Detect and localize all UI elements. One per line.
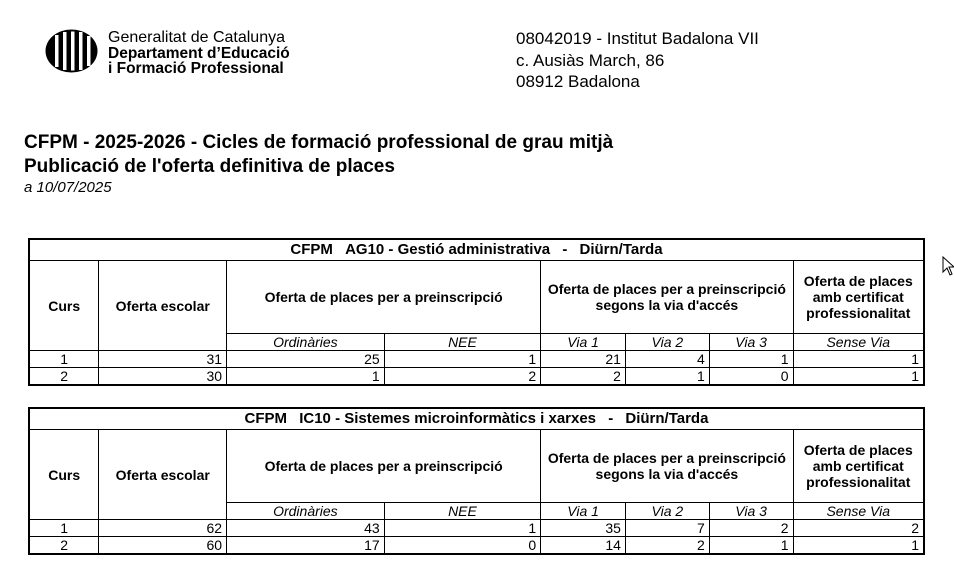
col-via-acces: Oferta de places per a preinscripció segons la via d'accés	[541, 261, 793, 334]
cell-via1: 14	[541, 537, 626, 555]
cycle-sep: -	[562, 241, 568, 258]
col-curs: Curs	[29, 261, 99, 351]
cycle-table	[28, 407, 925, 555]
cycle-schedule: Diürn/Tarda	[625, 410, 709, 427]
cell-sense-via: 1	[793, 368, 924, 386]
logo-line-1: Generalitat de Catalunya	[108, 29, 285, 46]
cycle-type: CFPM	[290, 241, 333, 258]
school-street: c. Ausiàs March, 86	[516, 50, 665, 70]
cell-via3: 0	[709, 368, 793, 386]
cell-curs: 1	[29, 351, 99, 368]
col-preinscripcio: Oferta de places per a preinscripció	[227, 430, 541, 503]
col-via1: Via 1	[541, 503, 626, 520]
cell-via1: 35	[541, 520, 626, 537]
cycle-sep: -	[608, 410, 614, 427]
cell-via1: 2	[541, 368, 626, 386]
table-row	[29, 351, 924, 368]
col-nee: NEE	[384, 334, 540, 351]
cell-via1: 21	[541, 351, 626, 368]
cell-sense-via: 1	[793, 351, 924, 368]
cell-curs: 2	[29, 537, 99, 555]
col-oferta-escolar: Oferta escolar	[99, 261, 227, 351]
cycle-table	[28, 238, 925, 386]
generalitat-emblem-icon	[44, 28, 99, 74]
cycle-name: IC10 - Sistemes microinformàtics i xarxes	[299, 410, 597, 427]
cell-curs: 2	[29, 368, 99, 386]
generalitat-logo	[44, 28, 364, 78]
school-name: 08042019 - Institut Badalona VII	[516, 29, 759, 48]
publication-date: a 10/07/2025	[24, 179, 112, 196]
cell-via2: 1	[625, 368, 709, 386]
cell-via3: 1	[709, 351, 793, 368]
cell-via2: 2	[625, 537, 709, 555]
table-row	[29, 537, 924, 555]
col-curs: Curs	[29, 430, 99, 520]
cycle-schedule: Diürn/Tarda	[579, 241, 663, 258]
title-line-2: Publicació de l'oferta definitiva de places	[24, 156, 395, 177]
cell-sense-via: 2	[793, 520, 924, 537]
cell-sense-via: 1	[793, 537, 924, 555]
col-preinscripcio: Oferta de places per a preinscripció	[227, 261, 541, 334]
cycle-type: CFPM	[244, 410, 288, 427]
logo-line-2: Departament d’Educació	[108, 44, 290, 62]
cell-via2: 4	[625, 351, 709, 368]
cell-nee: 0	[384, 537, 540, 555]
logo-line-3: i Formació Professional	[108, 60, 284, 77]
col-via2: Via 2	[625, 334, 709, 351]
table-row	[29, 368, 924, 386]
cell-oferta: 62	[99, 520, 227, 537]
col-via-acces: Oferta de places per a preinscripció segons la via d'accés	[541, 430, 793, 503]
col-nee: NEE	[384, 503, 540, 520]
col-via1: Via 1	[541, 334, 626, 351]
col-oferta-escolar: Oferta escolar	[99, 430, 227, 520]
mouse-cursor-icon	[942, 256, 954, 276]
col-ordinaries: Ordinàries	[227, 503, 385, 520]
cell-ordinaries: 1	[227, 368, 385, 386]
col-via3: Via 3	[709, 334, 793, 351]
cell-via3: 2	[709, 520, 793, 537]
cell-ordinaries: 25	[227, 351, 385, 368]
cell-via2: 7	[625, 520, 709, 537]
cell-nee: 1	[384, 351, 540, 368]
col-via2: Via 2	[625, 503, 709, 520]
cycle-caption	[29, 408, 924, 430]
school-city: 08912 Badalona	[516, 72, 640, 91]
table-row	[29, 520, 924, 537]
cycle-caption	[29, 239, 924, 261]
cell-ordinaries: 17	[227, 537, 385, 555]
cell-ordinaries: 43	[227, 520, 385, 537]
cell-oferta: 31	[99, 351, 227, 368]
col-certificat: Oferta de places amb certificat professionalitat	[793, 261, 924, 334]
col-via3: Via 3	[709, 503, 793, 520]
cell-oferta: 60	[99, 537, 227, 555]
col-certificat: Oferta de places amb certificat professionalitat	[793, 430, 924, 503]
cell-curs: 1	[29, 520, 99, 537]
col-sense-via: Sense Via	[793, 334, 924, 351]
col-sense-via: Sense Via	[793, 503, 924, 520]
cell-nee: 1	[384, 520, 540, 537]
document-title	[24, 131, 613, 197]
cell-nee: 2	[384, 368, 540, 386]
col-ordinaries: Ordinàries	[227, 334, 385, 351]
cell-via3: 1	[709, 537, 793, 555]
cell-oferta: 30	[99, 368, 227, 386]
cycle-name: AG10 - Gestió administrativa	[345, 241, 551, 258]
school-address	[516, 28, 759, 93]
title-line-1: CFPM - 2025-2026 - Cicles de formació professional de grau mitjà	[24, 132, 614, 153]
